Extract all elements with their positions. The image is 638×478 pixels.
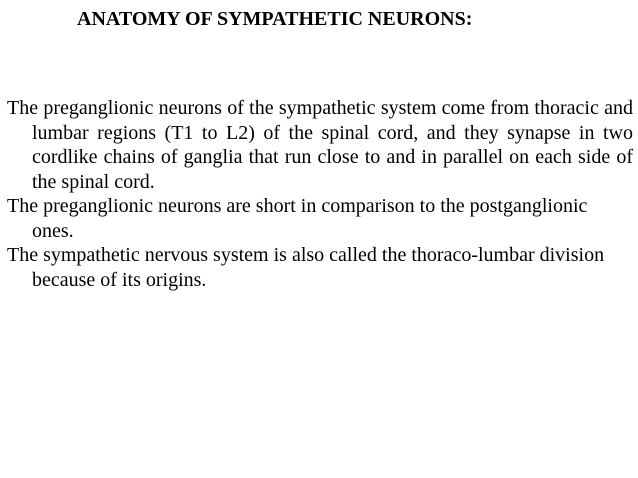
paragraph-thoraco-lumbar: The sympathetic nervous system is also called the thoraco-lumbar division because of its origins.	[7, 244, 605, 291]
slide-body	[7, 96, 633, 292]
paragraph-preganglionic-origin: The preganglionic neurons of the sympathetic system come from thoracic and lumbar regions (T1 to L2) of the spinal cord, and they synapse in two cordlike chains of ganglia that run close to and in parallel on each side of the spinal cord.	[7, 97, 633, 193]
slide-title: ANATOMY OF SYMPATHETIC NEURONS:	[77, 8, 473, 30]
paragraph-preganglionic-length: The preganglionic neurons are short in comparison to the postganglionic ones.	[7, 195, 588, 242]
